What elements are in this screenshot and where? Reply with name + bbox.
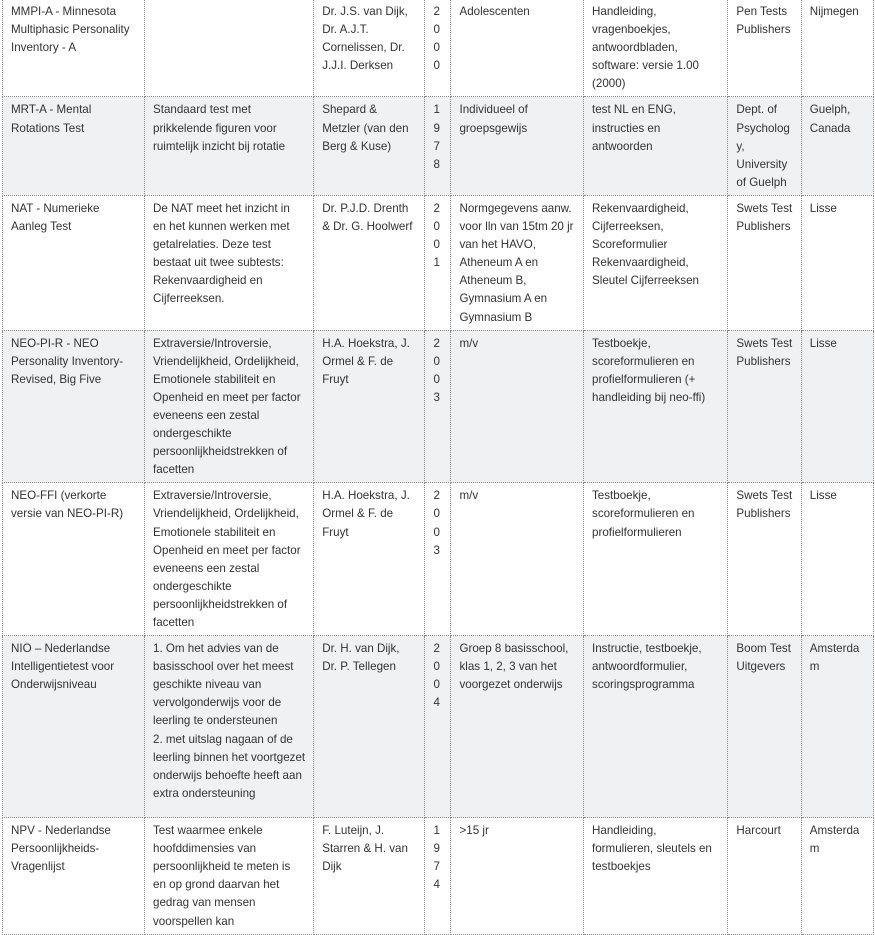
test-name-cell: NEO-FFI (verkorte versie van NEO-PI-R) [3,483,145,636]
authors-cell: Dr. P.J.D. Drenth & Dr. G. Hoolwerf [314,195,425,330]
materials-cell: Rekenvaardigheid, Cijferreeksen, Scoreformulier Rekenvaardigheid, Sleutel Cijferreeksen [584,195,728,330]
table-row [3,483,874,636]
target-group-cell: Adolescenten [451,0,584,97]
year-cell: 2003 [425,483,451,636]
year-cell: 1974 [425,818,451,935]
city-cell: Lisse [801,195,873,330]
city-cell: Lisse [801,483,873,636]
publisher-cell: Harcourt [728,818,801,935]
table-row [3,818,874,935]
authors-cell: Dr. H. van Dijk, Dr. P. Tellegen [314,636,425,818]
publisher-cell: Swets Test Publishers [728,330,801,483]
table-row [3,97,874,195]
authors-cell: H.A. Hoekstra, J. Ormel & F. de Fruyt [314,330,425,483]
city-cell: Amsterdam [801,636,873,818]
target-group-cell: Normgegevens aanw. voor lln van 15tm 20 jr van het HAVO, Atheneum A en Atheneum B, Gymnasium A en Gymnasium B [451,195,584,330]
target-group-cell: >15 jr [451,818,584,935]
city-cell: Lisse [801,330,873,483]
publisher-cell: Pen Tests Publishers [728,0,801,97]
year-cell: 2001 [425,195,451,330]
authors-cell: F. Luteijn, J. Starren & H. van Dijk [314,818,425,935]
publisher-cell: Swets Test Publishers [728,483,801,636]
description-line: 2. met uitslag nagaan of de leerling binnen het voortgezet onderwijs behoefte heeft aan extra ondersteuning [153,732,306,800]
year-cell: 2004 [425,636,451,818]
publisher-cell: Dept. of Psychology, University of Guelph [728,97,801,195]
table-row [3,636,874,818]
description-cell: Test waarmee enkele hoofddimensies van persoonlijkheid te meten is en op grond daarvan het gedrag van mensen voorspellen kan [145,818,314,935]
test-name-cell: NEO-PI-R - NEO Personality Inventory-Revised, Big Five [3,330,145,483]
target-group-cell: m/v [451,483,584,636]
city-cell: Guelph, Canada [801,97,873,195]
materials-cell: Testboekje, scoreformulieren en profielformulieren [584,483,728,636]
test-name-cell: NPV - Nederlandse Persoonlijkheids-Vragenlijst [3,818,145,935]
test-name-cell: NIO – Nederlandse Intelligentietest voor Onderwijsniveau [3,636,145,818]
table-row [3,0,874,97]
table-row [3,195,874,330]
target-group-cell: Groep 8 basisschool, klas 1, 2, 3 van het voorgezet onderwijs [451,636,584,818]
table-row [3,330,874,483]
city-cell: Nijmegen [801,0,873,97]
publisher-cell: Swets Test Publishers [728,195,801,330]
test-name-cell: MRT-A - Mental Rotations Test [3,97,145,195]
materials-cell: Handleiding, formulieren, sleutels en testboekjes [584,818,728,935]
publisher-cell: Boom Test Uitgevers [728,636,801,818]
test-name-cell: MMPI-A - Minnesota Multiphasic Personality Inventory - A [3,0,145,97]
year-cell: 2003 [425,330,451,483]
city-cell: Amsterdam [801,818,873,935]
authors-cell: Shepard & Metzler (van den Berg & Kuse) [314,97,425,195]
materials-cell: test NL en ENG, instructies en antwoorden [584,97,728,195]
description-cell: De NAT meet het inzicht in en het kunnen werken met getalrelaties. Deze test bestaat uit twee subtests: Rekenvaardigheid en Cijferreeksen. [145,195,314,330]
year-cell: 2000 [425,0,451,97]
test-name-cell: NAT - Numerieke Aanleg Test [3,195,145,330]
description-cell [145,636,314,818]
materials-cell: Handleiding, vragenboekjes, antwoordbladen, software: versie 1.00 (2000) [584,0,728,97]
description-cell [145,0,314,97]
description-line: 1. Om het advies van de basisschool over het meest geschikte niveau van vervolgonderwijs voor de leerling te ondersteunen [153,642,294,728]
tests-table [2,0,874,935]
year-cell: 1978 [425,97,451,195]
description-cell: Extraversie/Introversie, Vriendelijkheid, Ordelijkheid, Emotionele stabiliteit en Openheid en meet per factor eveneens een zestal ondergeschikte persoonlijkheidstrekken of facetten [145,483,314,636]
target-group-cell: Individueel of groepsgewijs [451,97,584,195]
materials-cell: Testboekje, scoreformulieren en profielformulieren (+ handleiding bij neo-ffi) [584,330,728,483]
description-cell: Extraversie/Introversie, Vriendelijkheid, Ordelijkheid, Emotionele stabiliteit en Openheid en meet per factor eveneens een zestal ondergeschikte persoonlijkheidstrekken of facetten [145,330,314,483]
description-cell: Standaard test met prikkelende figuren voor ruimtelijk inzicht bij rotatie [145,97,314,195]
target-group-cell: m/v [451,330,584,483]
authors-cell: Dr. J.S. van Dijk, Dr. A.J.T. Cornelissen, Dr. J.J.I. Derksen [314,0,425,97]
materials-cell: Instructie, testboekje, antwoordformulier, scoringsprogramma [584,636,728,818]
authors-cell: H.A. Hoekstra, J. Ormel & F. de Fruyt [314,483,425,636]
